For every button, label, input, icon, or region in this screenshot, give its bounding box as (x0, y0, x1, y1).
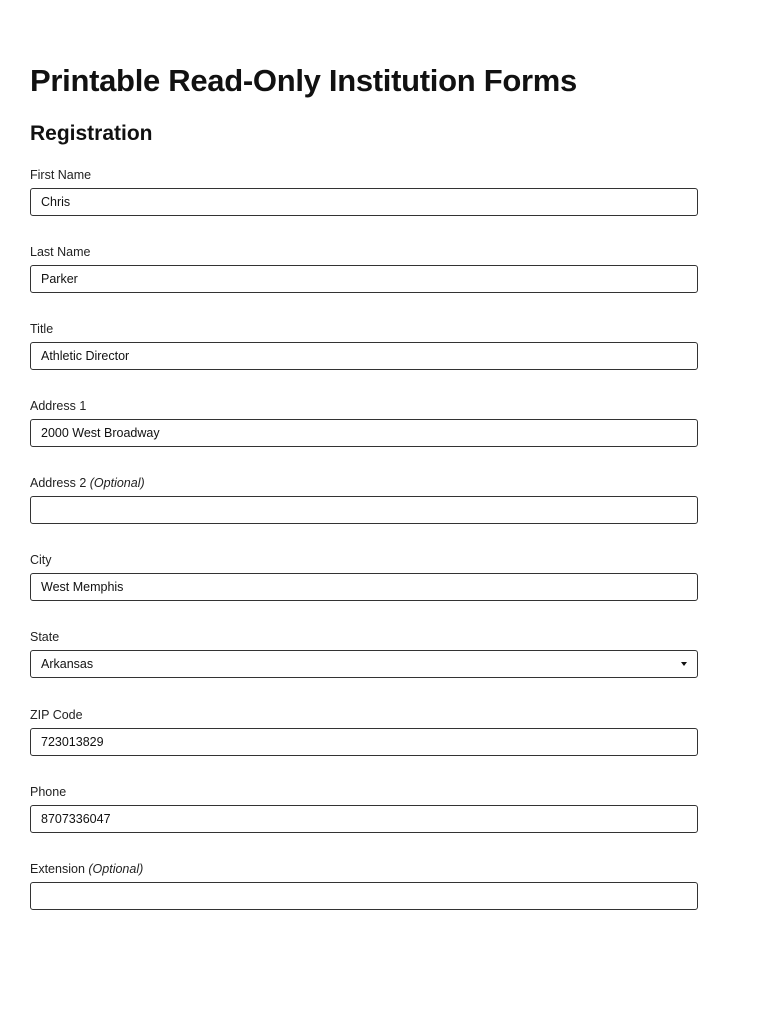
phone-value: 8707336047 (41, 812, 111, 826)
zip-code-label-text: ZIP Code (30, 708, 83, 722)
title-value: Athletic Director (41, 349, 130, 363)
title-label-text: Title (30, 322, 54, 336)
page-title: Printable Read-Only Institution Forms (30, 63, 577, 98)
state-value: Arkansas (41, 657, 94, 671)
city-value: West Memphis (41, 580, 124, 594)
last-name-value: Parker (41, 272, 78, 286)
phone-label (30, 785, 66, 799)
city-input[interactable] (30, 573, 698, 601)
first-name-value: Chris (41, 195, 71, 209)
extension-label (30, 862, 143, 876)
extension-input[interactable] (30, 882, 698, 910)
zip-code-value: 723013829 (41, 735, 104, 749)
state-select[interactable] (30, 650, 698, 678)
first-name-label-text: First Name (30, 168, 92, 182)
address-2-optional-note: (Optional) (89, 476, 145, 490)
address-2-label (30, 476, 145, 490)
first-name-label (30, 168, 91, 182)
extension-optional-note: (Optional) (88, 862, 144, 876)
title-input[interactable] (30, 342, 698, 370)
title-label (30, 322, 53, 336)
address-2-label-text: Address 2 (30, 476, 87, 490)
state-label (30, 630, 59, 644)
zip-code-input[interactable] (30, 728, 698, 756)
address-1-label (30, 399, 86, 413)
section-title: Registration (30, 122, 153, 145)
city-label-text: City (30, 553, 52, 567)
state-label-text: State (30, 630, 60, 644)
phone-input[interactable] (30, 805, 698, 833)
first-name-input[interactable] (30, 188, 698, 216)
last-name-label (30, 245, 90, 259)
last-name-label-text: Last Name (30, 245, 91, 259)
city-label (30, 553, 52, 567)
extension-label-text: Extension (30, 862, 85, 876)
address-1-value: 2000 West Broadway (41, 426, 160, 440)
zip-code-label (30, 708, 83, 722)
address-2-input[interactable] (30, 496, 698, 524)
phone-label-text: Phone (30, 785, 67, 799)
last-name-input[interactable] (30, 265, 698, 293)
address-1-label-text: Address 1 (30, 399, 87, 413)
address-1-input[interactable] (30, 419, 698, 447)
chevron-down-icon (681, 662, 687, 666)
